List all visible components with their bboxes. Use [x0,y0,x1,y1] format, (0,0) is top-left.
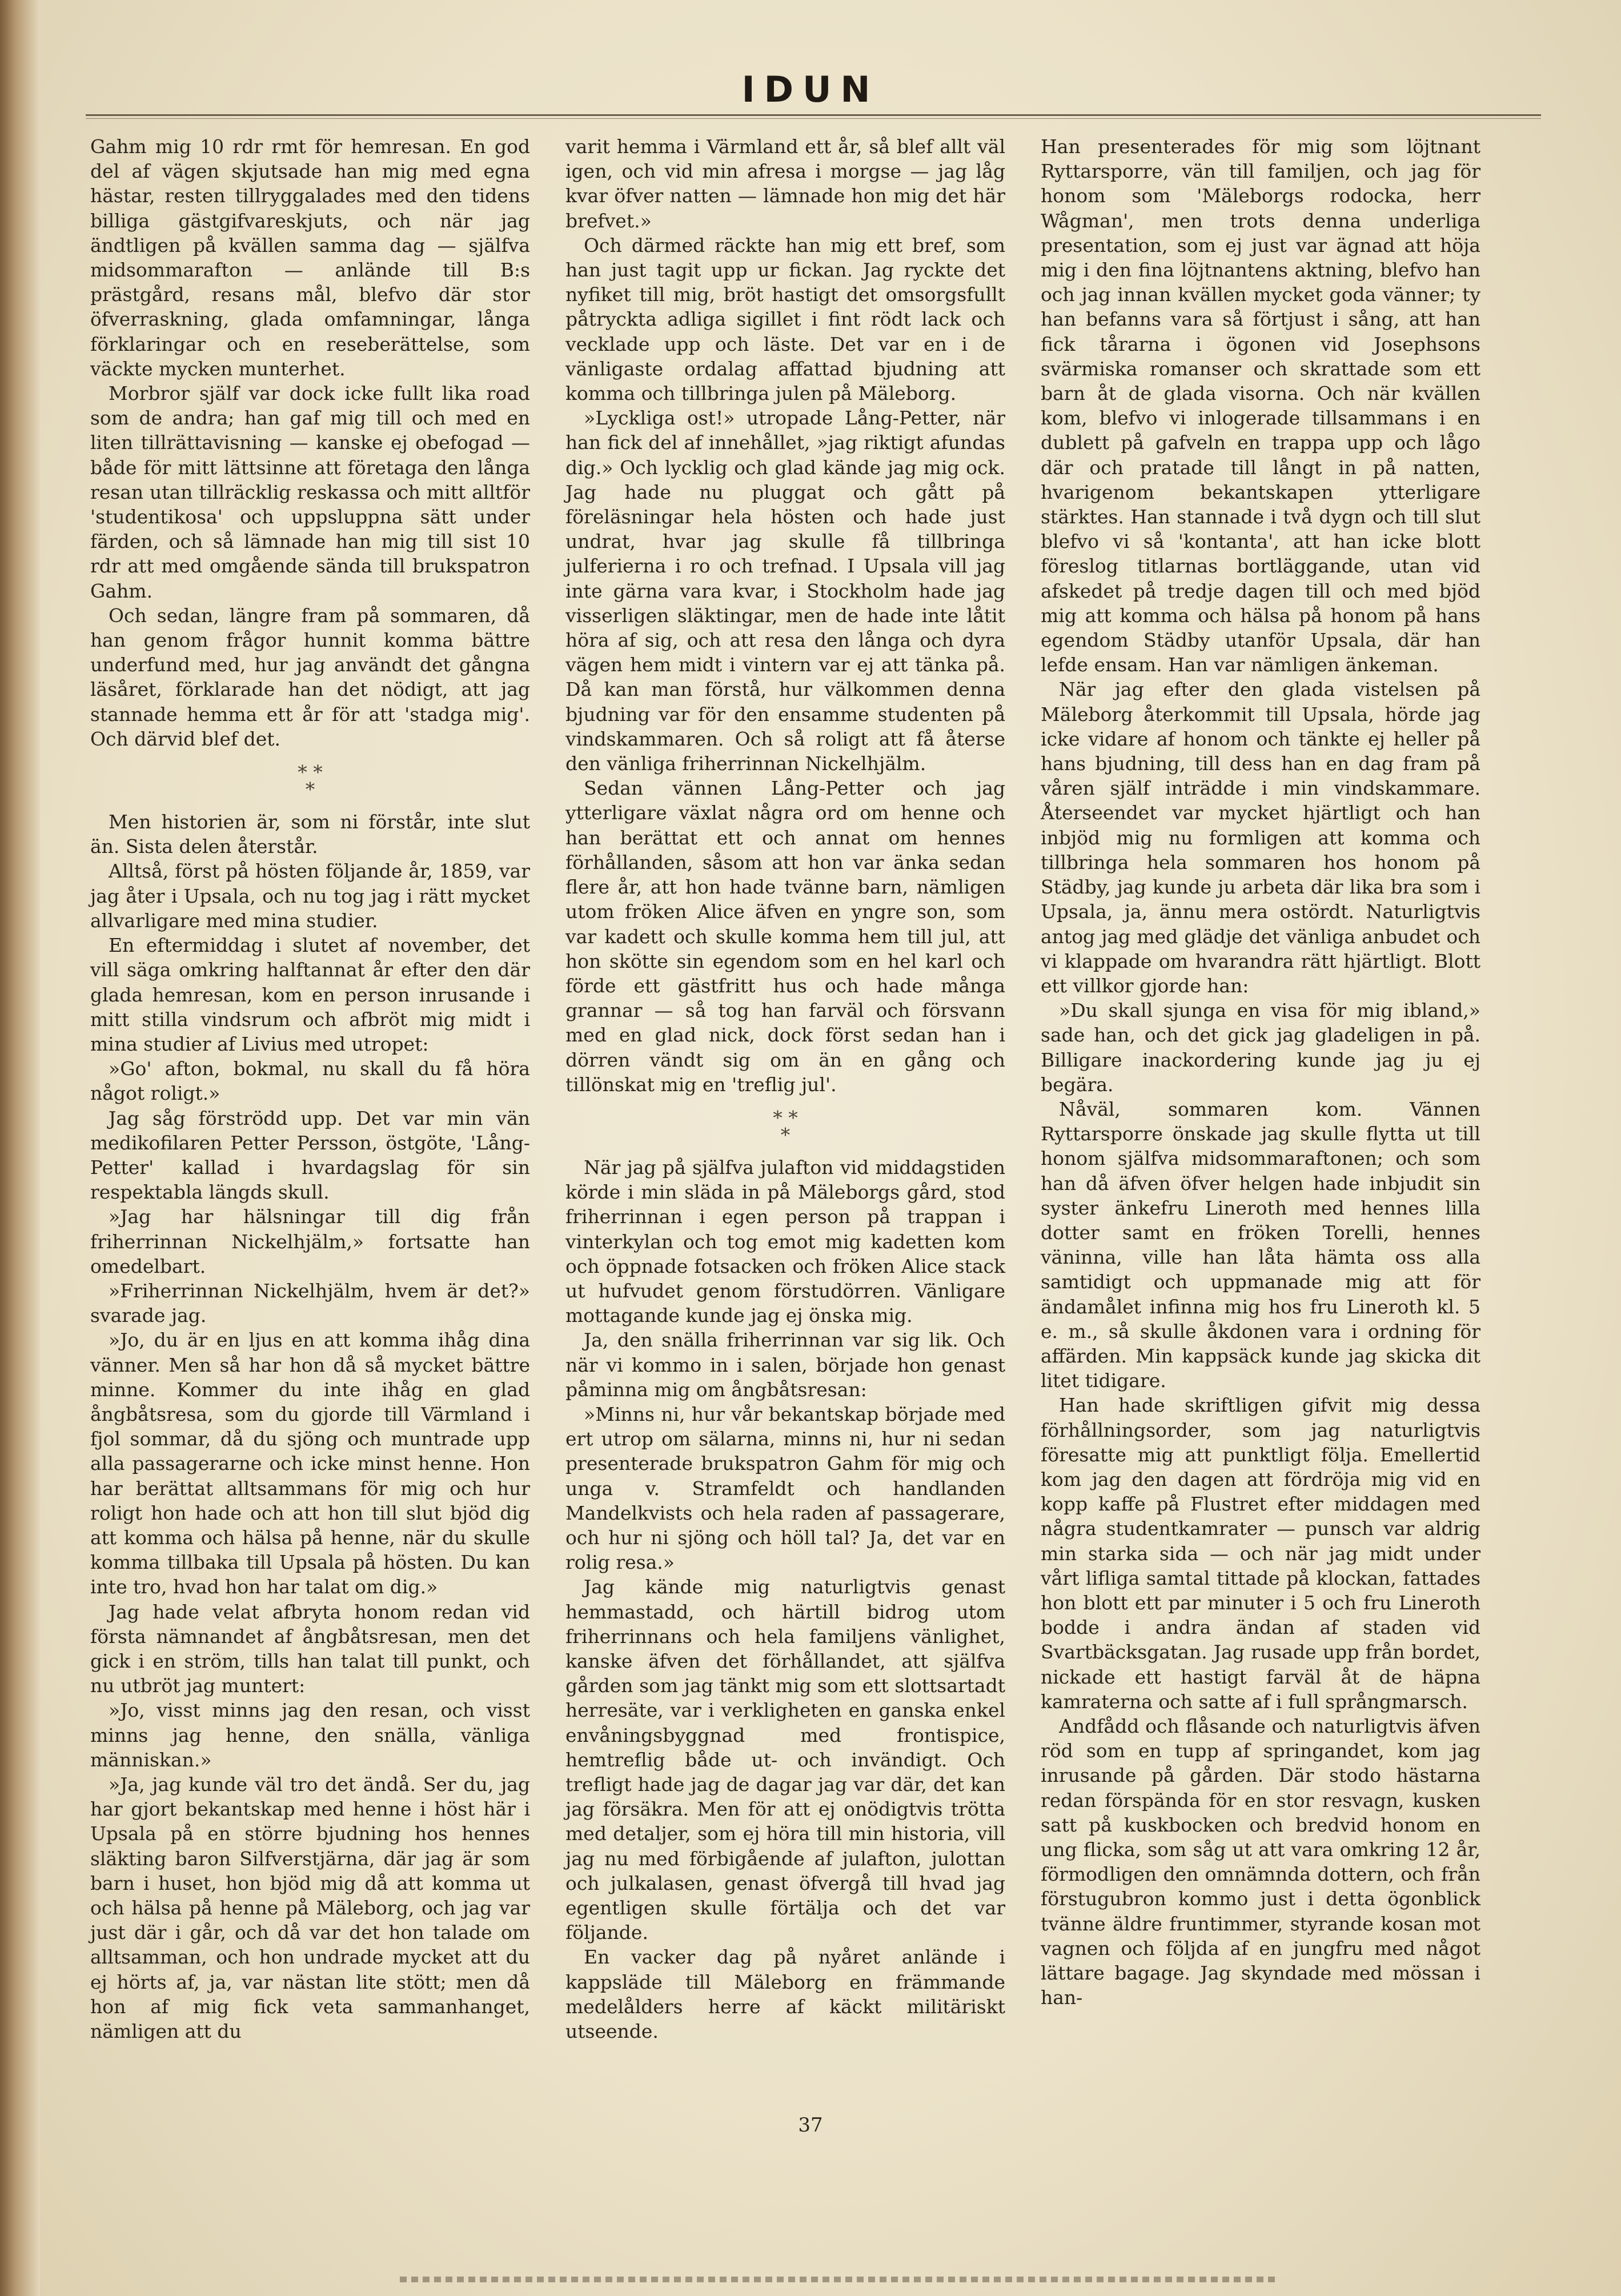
text-column-2 [565,134,1005,2043]
paragraph: Andfådd och flåsande och naturligtvis äfven röd som en tupp af springandet, kom jag inrusande på gården. Där stodo hästarna redan förspända för en stor resvagn, kusken satt på kuskbocken och bredvid honom en ung flicka, som såg ut att vara omkring 12 år, förmodligen den omnämnda dottern, och från förstugubron kommo just i detta ögonblick tvänne äldre fruntimmer, styrande kosan mot vagnen och följda af en jungfru med något lättare bagage. Jag skyndade med mössan i han- [1041,1715,1480,2009]
page-number: 37 [798,2114,823,2137]
page-header [0,69,1621,110]
paragraph: Sedan vännen Lång-Petter och jag ytterligare växlat några ord om henne och han berättat ett och annat om hennes förhållanden, såsom att hon var änka sedan flere år, att hon hade tvänne barn, nämligen utom fröken Alice äfven en yngre son, som var kadett och skulle komma hem till jul, att hon skötte sin egendom som en hel karl och förde ett gästfritt hus och hade många grannar — så tog han farväl och försvann med en glad nick, dock först sedan han i dörren vändt sig om än en gång och tillönskat mig en 'treflig jul'. [565,777,1005,1096]
paragraph: Morbror själf var dock icke fullt lika road som de andra; han gaf mig till och med en liten tillrättavisning — kanske ej obefogad — både för mitt lättsinne att företaga den långa resan utan tillräcklig reskassa och mitt alltför 'studentikosa' och uppsluppna sätt under färden, och så lämnade han mig till sist 10 rdr att med omgående sända till brukspatron Gahm. [90,382,530,602]
paragraph: Jag kände mig naturligtvis genast hemmastadd, och härtill bidrog utom friherrinnans och hela familjens vänlighet, kanske äfven det förhållandet, att själfva gården som jag tänkt mig som ett slottsartadt herresäte, var i verkligheten en ganska enkel envåningsbyggnad med frontispice, hemtreflig både ut- och invändigt. Och trefligt hade jag de dagar jag var där, det kan jag försäkra. Men för att ej onödigtvis trötta med detaljer, som ej höra till min historia, vill jag nu med förbigående af julafton, julottan och julkalasen, genast öfvergå till hvad jag egentligen skulle förtälja och det var följande. [565,1576,1005,1944]
section-divider-stars: * * * [773,1106,798,1146]
paragraph: Nåväl, sommaren kom. Vännen Ryttarsporre önskade jag skulle flytta ut till honom själfva midsommaraftonen; och som han då äfven öfver helgen hade inbjudit sin syster änkefru Lineroth med hennes lilla dotter samt en fröken Torelli, hennes väninna, ville han låta hämta oss alla samtidigt och uppmanade mig att för ändamålet infinna mig hos fru Lineroth kl. 5 e. m., så skulle åkdonen vara i ordning för affärden. Min kappsäck kunde jag skicka dit litet tidigare. [1041,1097,1480,1392]
paragraph: Ja, den snälla friherrinnan var sig lik. Och när vi kommo in i salen, började hon genast påminna mig om ångbåtsresan: [565,1329,1005,1401]
footer-decoration [400,2277,1278,2282]
paragraph: »Jo, visst minns jag den resan, och visst minns jag henne, den snälla, vänliga människan.» [90,1699,530,1771]
header-rule [86,114,1541,116]
paragraph: Jag hade velat afbryta honom redan vid första nämnandet af ångbåtsresan, men det gick i en ström, tills han talat till punkt, och nu utbröt jag muntert: [90,1600,530,1697]
paragraph: Alltså, först på hösten följande år, 1859, var jag åter i Upsala, och nu tog jag i rätt mycket allvarligare med mina studier. [90,860,530,932]
paragraph: varit hemma i Värmland ett år, så blef allt väl igen, och vid min afresa i morgse — jag låg kvar öfver natten — lämnade hon mig det här brefvet.» [565,135,1005,232]
paragraph: »Lyckliga ost!» utropade Lång-Petter, när han fick del af innehållet, »jag riktigt afundas dig.» Och lycklig och glad kände jag mig ock. Jag hade nu pluggat och gått på föreläsningar hela hösten och hade just undrat, hvar jag skulle få tillbringa julferierna i ro och trefnad. I Upsala vill jag inte gärna vara kvar, i Stockholm hade jag visserligen släktingar, men de hade inte låtit höra af sig, och att resa den långa och dyra vägen hem midt i vintern var ej att tänka på. Då kan man förstå, hur välkommen denna bjudning var för den ensamme studenten på vindskammaren. Och så roligt att få återse den vänliga friherrinnan Nickelhjälm. [565,407,1005,775]
paragraph: Jag såg förströdd upp. Det var min vän medikofilaren Petter Persson, östgöte, 'Lång-Petter' kallad i hvardagslag för sin respektabla längds skull. [90,1107,530,1204]
paragraph: När jag på själfva julafton vid middagstiden körde i min släda in på Mäleborgs gård, stod friherrinnan i egen person på trappan i vinterkylan och tog emot mig kadetten kom och öppnade fotsacken och fröken Alice stack ut hufvudet genom förstudörren. Vänligare mottagande kunde jag ej önska mig. [565,1156,1005,1327]
paragraph: Gahm mig 10 rdr rmt för hemresan. En god del af vägen skjutsade han mig med egna hästar, resten tillryggalades med den tidens billiga gästgifvareskjuts, och när jag ändtligen på kvällen samma dag — själfva midsommarafton — anlände till B:s prästgård, resans mål, blefvo där stor öfverraskning, glada omfamningar, långa förklaringar och en reseberättelse, som väckte mycken munterhet. [90,135,530,380]
paragraph: Och därmed räckte han mig ett bref, som han just tagit upp ur fickan. Jag ryckte det nyfiket till mig, bröt hastigt det omsorgsfullt påtryckta adliga sigillet i fint rödt lack och vecklade upp och läste. Det var en i de vänligaste ordalag affattad bjudning att komma och tillbringa julen på Mäleborg. [565,234,1005,405]
header-rule-thin [86,118,1541,119]
paragraph: När jag efter den glada vistelsen på Mäleborg återkommit till Upsala, hörde jag icke vidare af honom och tänkte ej heller på hans bjudning, till dess han en dag fram på våren själf inträdde i min vindskammare. Återseendet var mycket hjärtligt och han inbjöd mig nu formligen att komma och tillbringa hela sommaren hos honom på Städby, jag kunde ju arbeta där lika bra som i Upsala, ja, ännu mera ostördt. Naturligtvis antog jag med glädje det vänliga anbudet och vi klappade om hvarandra rätt hjärtligt. Blott ett villkor gjorde han: [1041,678,1480,997]
paragraph: En vacker dag på nyåret anlände i kappsläde till Mäleborg en främmande medelålders herre af käckt militäriskt utseende. [565,1946,1005,2043]
paragraph: Och sedan, längre fram på sommaren, då han genom frågor hunnit komma bättre underfund med, hur jag användt det gångna läsåret, förklarade han det nödigt, att jag stannade hemma ett år för att 'stadga mig'. Och därvid blef det. [90,604,530,750]
section-divider-stars: * * * [298,761,323,801]
paragraph: »Jo, du är en ljus en att komma ihåg dina vänner. Men så har hon då så mycket bättre minne. Kommer du inte ihåg en glad ångbåtsresa, som du gjorde till Värmland i fjol sommar, då du sjöng och muntrade upp alla passagerarne och icke minst henne. Hon har berättat alltsammans för mig och hur roligt hon hade och att hon till slut bjöd dig att komma och hälsa på henne, när du skulle komma tillbaka till Upsala på hösten. Du kan inte tro, hvad hon har talat om dig.» [90,1329,530,1598]
paragraph: »Friherrinnan Nickelhjälm, hvem är det?» svarade jag. [90,1279,530,1327]
paragraph: En eftermiddag i slutet af november, det vill säga omkring halftannat år efter den där glada hemresan, kom en person inrusande i mitt stilla vindsrum och afbröt mig midt i mina studier af Livius med utropet: [90,934,530,1055]
paragraph: »Go' afton, bokmal, nu skall du få höra något roligt.» [90,1057,530,1105]
text-column-1 [90,134,530,2043]
paragraph: »Jag har hälsningar till dig från friherrinnan Nickelhjälm,» fortsatte han omedelbart. [90,1205,530,1277]
paragraph: »Ja, jag kunde väl tro det ändå. Ser du, jag har gjort bekantskap med henne i höst här i Upsala på en större bjudning hos hennes släkting baron Silfverstjärna, där jag är som barn i huset, hon bjöd mig då att komma ut och hälsa på henne på Mäleborg, och jag var just där i går, och då var det hon talade om alltsamman, och hon undrade mycket att du ej hörts af, ja, var nästan lite stött; men då hon af mig fick veta sammanhanget, nämligen att du [90,1773,530,2043]
book-binding-edge [0,0,40,2296]
paragraph: »Minns ni, hur vår bekantskap började med ert utrop om sälarna, minns ni, hur ni sedan presenterade brukspatron Gahm för mig och unga v. Stramfeldt och handlanden Mandelkvists och hela raden af passagerare, och hur ni sjöng och höll tal? Ja, det var en rolig resa.» [565,1403,1005,1574]
paragraph: Han presenterades för mig som löjtnant Ryttarsporre, vän till familjen, och jag för honom som 'Mäleborgs rodocka, herr Wågman', men trots denna underliga presentation, som ej just var ägnad att höja mig i den fina löjtnantens aktning, blefvo han och jag innan kvällen mycket goda vänner; ty han befanns vara så förtjust i sång, att han fick tårarna i ögonen vid Josephsons svärmiska romanser och skrattade som ett barn åt de glada visorna. Och när kvällen kom, blefvo vi inlogerade tillsammans i en dublett på gafveln en trappa upp och lågo där och pratade till långt in på natten, hvarigenom bekantskapen ytterligare stärktes. Han stannade i två dygn och till slut blefvo vi så 'kontanta', att han icke blott föreslog titlarnas bortläggande, utan vid afskedet på tredje dagen till och med bjöd mig att komma och hälsa på honom på hans egendom Städby utanför Upsala, där han lefde ensam. Han var nämligen änkeman. [1041,135,1480,676]
paragraph: Men historien är, som ni förstår, inte slut än. Sista delen återstår. [90,811,530,858]
paragraph: »Du skall sjunga en visa för mig ibland,» sade han, och det gick jag gladeligen in på. Billigare inackordering kunde jag ju ej begära. [1041,999,1480,1096]
text-column-3 [1041,134,1480,2010]
masthead-title: IDUN [741,69,880,110]
paragraph: Han hade skriftligen gifvit mig dessa förhållningsorder, som jag naturligtvis föresatte mig att punktligt följa. Emellertid kom jag den dagen att fördröja mig vid en kopp kaffe på Flustret efter middagen med några studentkamrater — punsch var aldrig min starka sida — och när jag midt under vårt lifliga samtal tittade på klockan, fattades hon blott ett par minuter i 5 och fru Lineroth bodde i andra ändan af staden vid Svartbäcksgatan. Jag rusade upp från bordet, nickade ett hastigt farväl åt de häpna kamraterna och satte af i full språngmarsch. [1041,1394,1480,1713]
